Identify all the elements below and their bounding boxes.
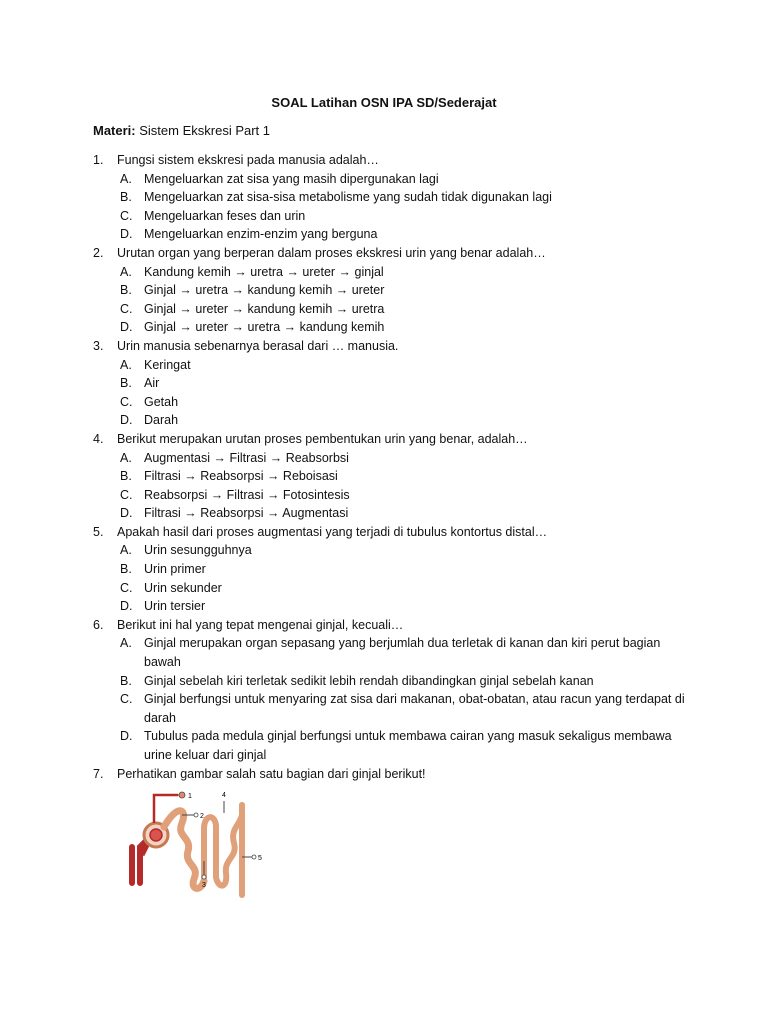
option-list xyxy=(117,263,693,337)
materi-line xyxy=(93,123,270,138)
answer-option xyxy=(117,672,693,691)
question-text: Apakah hasil dari proses augmentasi yang terjadi di tubulus kontortus distal… xyxy=(117,524,548,539)
option-letter: A. xyxy=(120,543,132,558)
answer-option xyxy=(117,281,693,300)
question-number: 2. xyxy=(93,245,104,260)
proximal-tubule xyxy=(164,811,204,889)
option-text: Ginjal → ureter → uretra → kandung kemih xyxy=(144,320,385,335)
option-letter: B. xyxy=(120,190,132,205)
diagram-label-3: 3 xyxy=(202,882,206,889)
option-letter: B. xyxy=(120,283,132,298)
option-text: Mengeluarkan zat sisa yang masih dipergunakan lagi xyxy=(144,171,439,186)
option-letter: C. xyxy=(120,301,133,316)
diagram-label-4: 4 xyxy=(222,792,226,799)
option-text: Mengeluarkan enzim-enzim yang berguna xyxy=(144,227,378,242)
question-item xyxy=(93,765,693,784)
option-text: Air xyxy=(144,376,160,391)
answer-option xyxy=(117,449,693,468)
option-text: Darah xyxy=(144,413,179,428)
answer-option xyxy=(117,690,693,727)
option-text: Getah xyxy=(144,394,179,409)
answer-option xyxy=(117,541,693,560)
option-letter: B. xyxy=(120,376,132,391)
question-number: 3. xyxy=(93,338,104,353)
option-letter: D. xyxy=(120,729,133,744)
option-letter: D. xyxy=(120,227,133,242)
answer-option xyxy=(117,300,693,319)
question-text: Berikut ini hal yang tepat mengenai ginjal, kecuali… xyxy=(117,617,404,632)
option-letter: C. xyxy=(120,580,133,595)
option-list xyxy=(117,541,693,615)
answer-option xyxy=(117,207,693,226)
question-item xyxy=(93,151,693,244)
question-number: 5. xyxy=(93,524,104,539)
option-list xyxy=(117,356,693,430)
answer-option xyxy=(117,318,693,337)
option-letter: C. xyxy=(120,208,133,223)
answer-option xyxy=(117,356,693,375)
option-text: Augmentasi → Filtrasi → Reabsorbsi xyxy=(144,450,349,465)
option-text: Ginjal merupakan organ sepasang yang berjumlah dua terletak di kanan dan kiri perut bagian bawah xyxy=(144,636,661,670)
answer-option xyxy=(117,393,693,412)
option-text: Urin tersier xyxy=(144,599,206,614)
answer-option xyxy=(117,486,693,505)
question-text: Urutan organ yang berperan dalam proses ekskresi urin yang benar adalah… xyxy=(117,245,546,260)
question-number: 1. xyxy=(93,153,104,167)
question-item xyxy=(93,523,693,616)
option-letter: C. xyxy=(120,487,133,502)
option-text: Filtrasi → Reabsorpsi → Augmentasi xyxy=(144,506,349,521)
answer-option xyxy=(117,560,693,579)
glomerulus xyxy=(150,829,162,841)
option-list xyxy=(117,634,693,764)
question-text: Perhatikan gambar salah satu bagian dari ginjal berikut! xyxy=(117,766,426,781)
answer-option xyxy=(117,263,693,282)
question-item xyxy=(93,244,693,337)
option-text: Keringat xyxy=(144,357,191,372)
question-list xyxy=(93,151,693,783)
answer-option xyxy=(117,504,693,523)
option-letter: D. xyxy=(120,320,133,335)
option-letter: C. xyxy=(120,394,133,409)
option-text: Urin sesungguhnya xyxy=(144,543,252,558)
answer-option xyxy=(117,225,693,244)
option-text: Ginjal sebelah kiri terletak sedikit lebih rendah dibandingkan ginjal sebelah kanan xyxy=(144,673,594,688)
diagram-label-5: 5 xyxy=(258,855,262,862)
answer-option xyxy=(117,188,693,207)
loop-of-henle xyxy=(204,817,216,881)
nephron-diagram xyxy=(118,785,268,915)
option-letter: B. xyxy=(120,673,132,688)
diagram-label-1: 1 xyxy=(188,793,192,800)
answer-option xyxy=(117,374,693,393)
option-list xyxy=(117,449,693,523)
materi-value: Sistem Ekskresi Part 1 xyxy=(139,123,271,138)
answer-option xyxy=(117,579,693,598)
answer-option xyxy=(117,634,693,671)
option-letter: A. xyxy=(120,171,132,186)
answer-option xyxy=(117,170,693,189)
option-letter: B. xyxy=(120,562,132,577)
nephron-figure xyxy=(118,785,268,915)
materi-label: Materi: xyxy=(93,123,136,138)
option-letter: A. xyxy=(120,264,132,279)
option-letter: C. xyxy=(120,692,133,707)
question-item xyxy=(93,430,693,523)
option-letter: A. xyxy=(120,450,132,465)
distal-tubule xyxy=(216,805,242,886)
option-letter: B. xyxy=(120,469,132,484)
option-text: Kandung kemih → uretra → ureter → ginjal xyxy=(144,264,384,279)
label-dot-1 xyxy=(179,792,185,798)
option-text: Filtrasi → Reabsorpsi → Reboisasi xyxy=(144,469,338,484)
label-dot-5 xyxy=(252,855,256,859)
question-number: 4. xyxy=(93,431,104,446)
answer-option xyxy=(117,467,693,486)
answer-option xyxy=(117,411,693,430)
option-text: Ginjal berfungsi untuk menyaring zat sisa dari makanan, obat-obatan, atau racun yang terdapat di darah xyxy=(144,692,685,725)
option-letter: D. xyxy=(120,413,133,428)
option-text: Urin primer xyxy=(144,562,206,577)
answer-option xyxy=(117,727,693,764)
label-dot-2 xyxy=(194,813,198,817)
question-number: 6. xyxy=(93,617,104,632)
question-text: Fungsi sistem ekskresi pada manusia adalah… xyxy=(117,153,379,167)
question-number: 7. xyxy=(93,766,104,781)
option-letter: A. xyxy=(120,636,132,651)
question-text: Berikut merupakan urutan proses pembentukan urin yang benar, adalah… xyxy=(117,431,528,446)
label-dot-3 xyxy=(202,875,206,879)
question-text: Urin manusia sebenarnya berasal dari … manusia. xyxy=(117,338,399,353)
option-text: Urin sekunder xyxy=(144,580,222,595)
option-text: Ginjal → uretra → kandung kemih → ureter xyxy=(144,283,385,298)
answer-option xyxy=(117,597,693,616)
option-text: Reabsorpsi → Filtrasi → Fotosintesis xyxy=(144,487,350,502)
option-letter: A. xyxy=(120,357,132,372)
question-item xyxy=(93,616,693,765)
option-text: Mengeluarkan zat sisa-sisa metabolisme yang sudah tidak digunakan lagi xyxy=(144,190,552,205)
option-letter: D. xyxy=(120,506,133,521)
diagram-label-2: 2 xyxy=(200,813,204,820)
option-letter: D. xyxy=(120,599,133,614)
option-list xyxy=(117,170,693,244)
page-title: SOAL Latihan OSN IPA SD/Sederajat xyxy=(271,95,497,110)
option-text: Tubulus pada medula ginjal berfungsi untuk membawa cairan yang masuk sekaligus membawa urine keluar dari ginjal xyxy=(144,729,672,762)
question-item xyxy=(93,337,693,430)
option-text: Ginjal → ureter → kandung kemih → uretra xyxy=(144,301,385,316)
option-text: Mengeluarkan feses dan urin xyxy=(144,208,306,223)
